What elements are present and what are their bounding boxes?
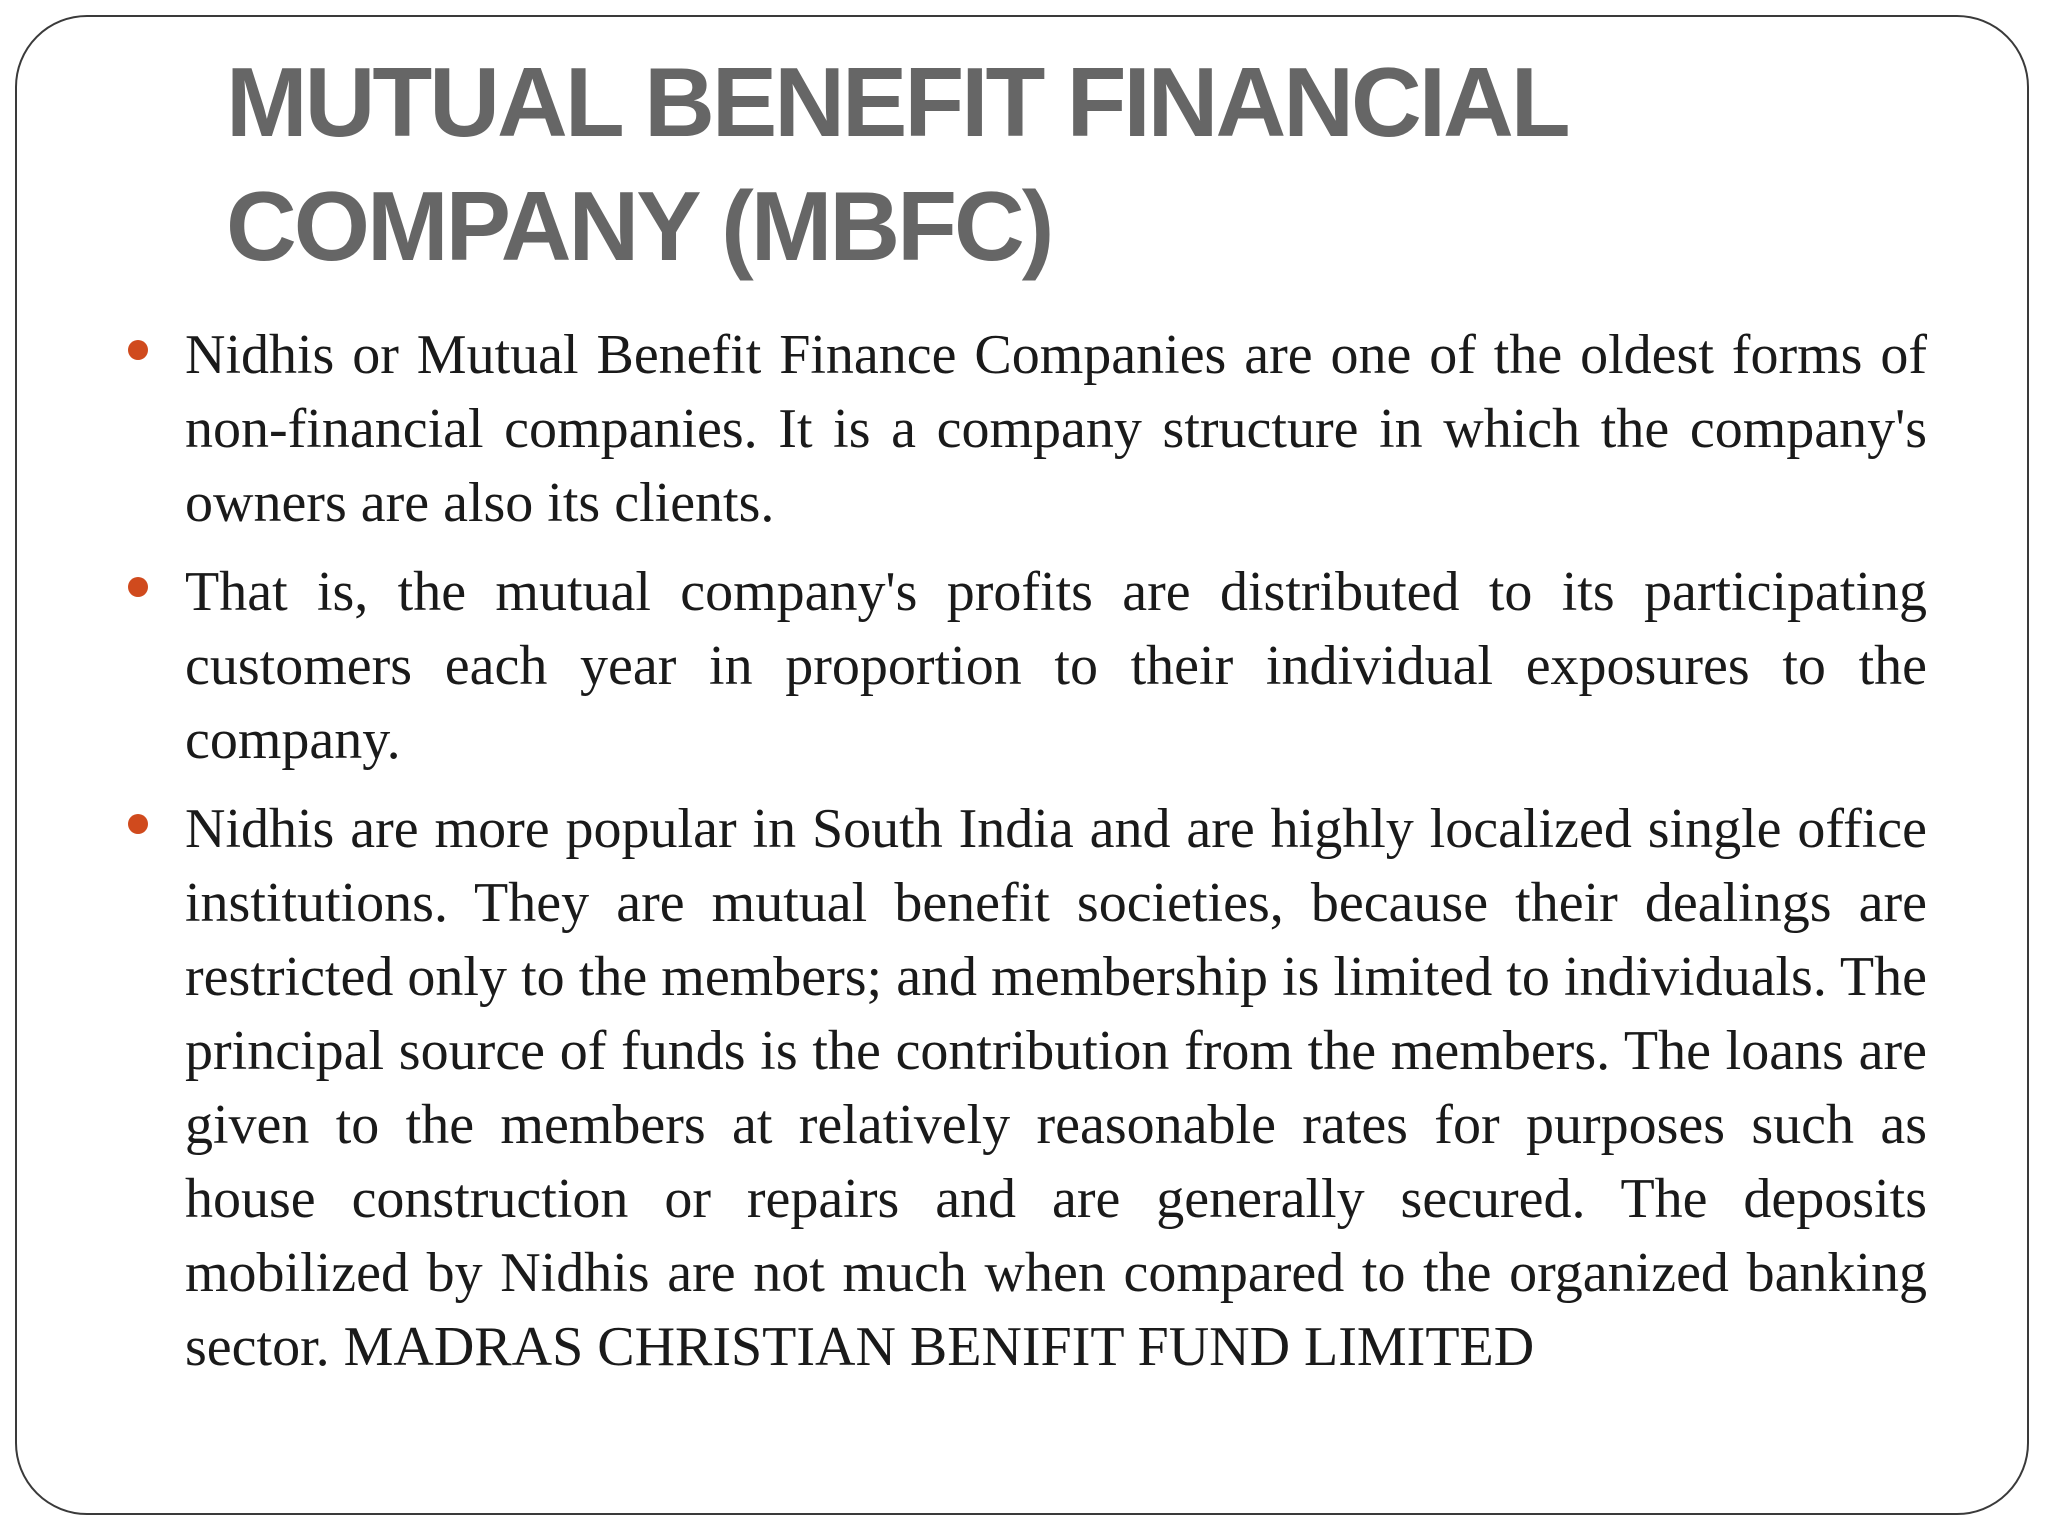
bullet-dot-icon	[128, 340, 148, 360]
slide-title-line-1: MUTUAL BENEFIT FINANCIAL	[226, 47, 1568, 157]
bullet-dot-icon	[128, 814, 148, 834]
bullet-item	[0, 555, 1927, 777]
slide-title	[226, 40, 1926, 288]
slide-title-line-2: COMPANY (MBFC)	[226, 171, 1052, 281]
bullet-item	[0, 318, 1927, 540]
bullet-dot-icon	[128, 577, 148, 597]
bullet-item	[0, 792, 1927, 1384]
bullet-text: Nidhis or Mutual Benefit Finance Companies are one of the oldest forms of non-financial companies. It is a company structure in which the company's owners are also its clients.	[185, 324, 1927, 534]
bullet-list	[0, 318, 2048, 1399]
bullet-text: Nidhis are more popular in South India and are highly localized single office institutions. They are mutual benefit societies, because their dealings are restricted only to the members; and membership is limited to individuals. The principal source of funds is the contribution from the members. The loans are given to the members at relatively reasonable rates for purposes such as house construction or repairs and are generally secured. The deposits mobilized by Nidhis are not much when compared to the organized banking sector. MADRAS CHRISTIAN BENIFIT FUND LIMITED	[185, 798, 1927, 1378]
bullet-text: That is, the mutual company's profits are distributed to its participating customers each year in proportion to their individual exposures to the company.	[185, 561, 1927, 771]
